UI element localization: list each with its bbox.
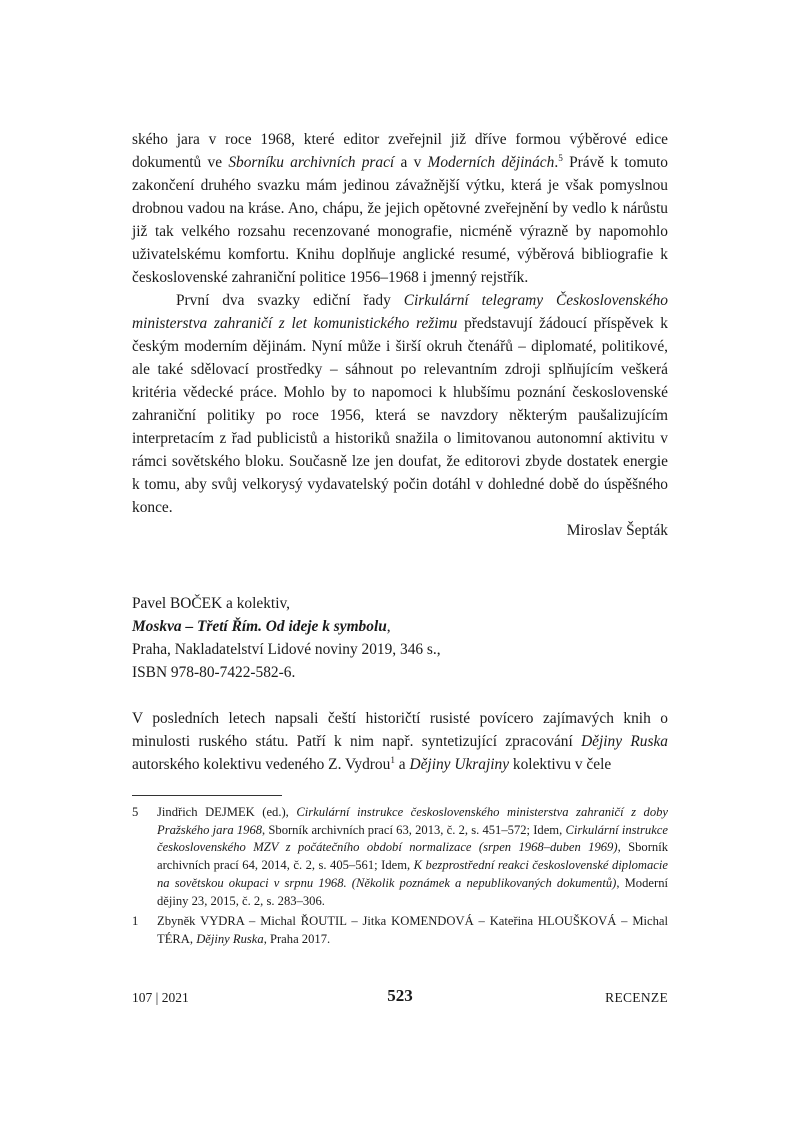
book-isbn: ISBN 978-80-7422-582-6. [132,664,296,681]
bibliography-block [132,592,668,684]
footnote-number: 1 [132,914,139,929]
issue-label: 107 | 2021 [132,990,189,1005]
text-run: ského jara v roce 1968, které editor zveřejnil již dříve formou výběrové edice dokumentů ve [132,131,668,171]
italic-run: Cirkulární instrukce československého MZV z počátečního období normalizace (srpen 1968–duben 1969) [157,822,668,855]
new-review-paragraph-1 [132,707,668,776]
text-run: a v [394,154,428,171]
main-text [132,128,668,776]
text-run: Zbyněk VYDRA – Michal ŘOUTIL – Jitka KOMENDOVÁ – Kateřina HLOUŠKOVÁ – Michal TÉRA, [157,914,668,946]
text-run: a [394,756,410,773]
footnote-divider [132,795,282,796]
text-run: První dva svazky ediční řady [176,292,404,309]
text-run: kolektivu v čele [509,756,612,773]
footnote-reference: 5 [558,152,563,163]
text-run: Jindřich DEJMEK (ed.), [157,805,297,819]
text-run: V posledních letech napsali čeští historičtí rusisté povícero zajímavých knih o minulosti ruského státu. Patří k nim např. syntetizující zpracování [132,710,668,750]
italic-run: Cirkulární telegramy Československého ministerstva zahraničí z let komunistického režimu [132,292,668,332]
text-run: autorského kolektivu vedeného Z. Vydrou [132,756,391,773]
text-run: představují žádoucí příspěvek k českým moderním dějinám. Nyní může i širší okruh čtenářů – diplomaté, politikové, ale také sdělovací prostředky – sáhnout po relevantním zdroji splňujícím veškerá kritéria vědecké práce. Mohlo by to napomoci k hlubšímu poznání československé zahraniční politiky po roce 1956, která se navzdory některým paušalizujícím interpretacím z řad publicistů a historiků snažila o limitovanou autonomní aktivitu v rámci sovětského bloku. Současně lze jen doufat, že editorovi zbyde dostatek energie k tomu, aby svůj velkorysý vydavatelský počin dotáhl v dohledné době do úspěšného konce. [132,315,668,516]
italic-run: Dějiny Ruska [581,733,668,750]
footnote-reference: 1 [390,754,395,765]
book-title-suffix: , [386,618,391,635]
footnote-text [157,913,668,948]
footnotes [132,795,668,952]
italic-run: Cirkulární instrukce československého ministerstva zahraničí z doby Pražského jara 1968 [157,805,669,837]
footnote-1 [132,913,668,948]
book-title: Moskva – Třetí Řím. Od ideje k symbolu [132,618,387,635]
text-run: , Sborník archivních prací 64, 2014, č. 2, s. 405–561; Idem, [157,840,669,873]
text-run: Právě k tomuto zakončení druhého svazku mám jedinou závažnější výtku, která je však pomyslnou drobnou vadou na kráse. Ano, chápu, že jejich opětovné zveřejnění by vedlo k nárůstu již tak velkého rozsahu recenzované monografie, nicméně výrazně by napomohlo uživatelskému komfortu. Knihu doplňuje anglické resumé, výběrová bibliografie k československé zahraniční politice 1956–1968 i jmenný rejstřík. [132,154,668,286]
text-run: , Moderní dějiny 23, 2015, č. 2, s. 283–306. [157,875,668,908]
review-paragraph-1 [132,128,668,289]
italic-run: K bezprostřední reakci československé diplomacie na sovětskou okupaci v srpnu 1968. (Několik poznámek a nepublikovaných dokumentů) [157,858,668,890]
footnote-number: 5 [132,805,139,819]
text-run: . [554,154,559,171]
italic-run: Dějiny Ruska [196,931,264,946]
book-publisher: Praha, Nakladatelství Lidové noviny 2019, 346 s., [132,641,441,658]
section-label: RECENZE [605,990,668,1005]
footnote-5 [132,804,668,910]
italic-run: Moderních dějinách [427,154,555,171]
book-title-line [132,615,668,638]
review-signature: Miroslav Šepták [566,522,668,539]
italic-run: Sborníku archivních prací [228,154,395,171]
italic-run: Dějiny Ukrajiny [409,756,510,773]
book-authors: Pavel BOČEK a kolektiv, [132,595,291,612]
review-paragraph-2 [132,289,668,519]
page-number: 523 [387,986,413,1005]
footnote-text [157,804,668,910]
text-run: , Sborník archivních prací 63, 2013, č. 2, s. 451–572; Idem, [262,822,566,837]
page-footer [132,988,668,1012]
text-run: , Praha 2017. [263,931,331,946]
